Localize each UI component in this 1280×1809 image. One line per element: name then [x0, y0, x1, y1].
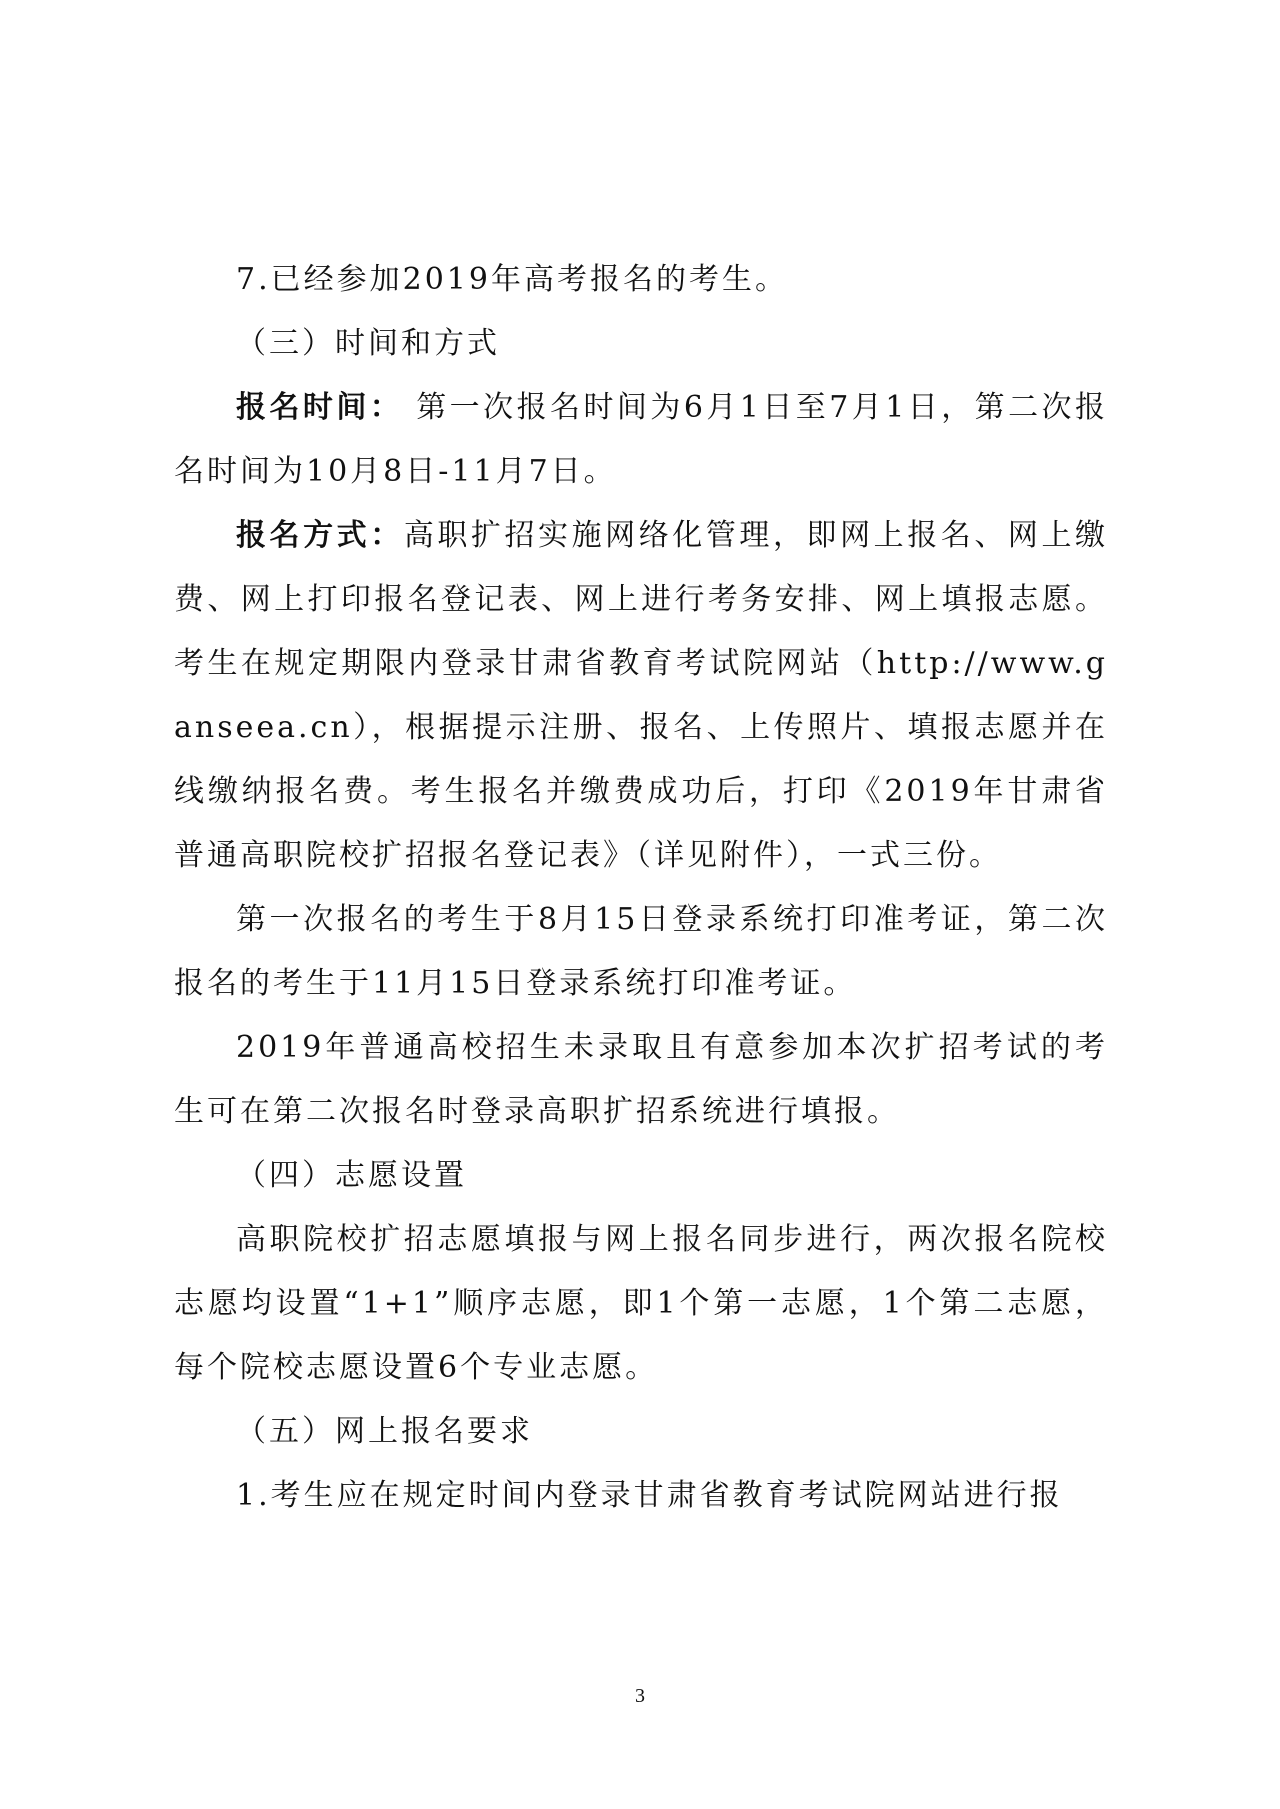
- section-heading-preference-settings: [174, 1144, 1108, 1208]
- paragraph-registration-time: [174, 376, 1108, 504]
- paragraph-text: 高职扩招实施网络化管理，即网上报名、网上缴费、网上打印报名登记表、网上进行考务安排、网上填报志愿。考生在规定期限内登录甘肃省教育考试院网站（http://www.ganseea.cn），根据提示注册、报名、上传照片、填报志愿并在线缴纳报名费。考生报名并缴费成功后，打印《2019年甘肃省普通高职院校扩招报名登记表》（详见附件），一式三份。: [174, 518, 1109, 873]
- heading-text: （四）志愿设置: [236, 1158, 467, 1193]
- paragraph-requirement-1: [174, 1464, 1108, 1528]
- paragraph-text: 7.已经参加2019年高考报名的考生。: [236, 262, 788, 297]
- section-heading-online-requirements: [174, 1400, 1108, 1464]
- page-number: 3: [635, 1685, 645, 1707]
- registration-method-label: 报名方式：: [236, 518, 404, 553]
- section-heading-time-and-method: [174, 312, 1108, 376]
- paragraph-text: 第一次报名的考生于8月15日登录系统打印准考证，第二次报名的考生于11月15日登录系统打印准考证。: [174, 902, 1108, 1001]
- paragraph-registration-method: [174, 504, 1108, 888]
- paragraph-text: 第一次报名时间为6月1日至7月1日，第二次报名时间为10月8日-11月7日。: [174, 390, 1109, 489]
- paragraph-item-7: [174, 248, 1108, 312]
- paragraph-text: 高职院校扩招志愿填报与网上报名同步进行，两次报名院校志愿均设置“1+1”顺序志愿，即1个第一志愿，1个第二志愿，每个院校志愿设置6个专业志愿。: [174, 1222, 1108, 1385]
- paragraph-text: 1.考生应在规定时间内登录甘肃省教育考试院网站进行报: [236, 1478, 1063, 1513]
- paragraph-text: 2019年普通高校招生未录取且有意参加本次扩招考试的考生可在第二次报名时登录高职扩招系统进行填报。: [174, 1030, 1108, 1129]
- document-body: [174, 248, 1108, 1528]
- heading-text: （三）时间和方式: [236, 326, 500, 361]
- registration-time-label: 报名时间：: [236, 390, 404, 425]
- paragraph-admission-ticket: [174, 888, 1108, 1016]
- paragraph-unadmitted-candidates: [174, 1016, 1108, 1144]
- heading-text: （五）网上报名要求: [236, 1414, 533, 1449]
- paragraph-preference-details: [174, 1208, 1108, 1400]
